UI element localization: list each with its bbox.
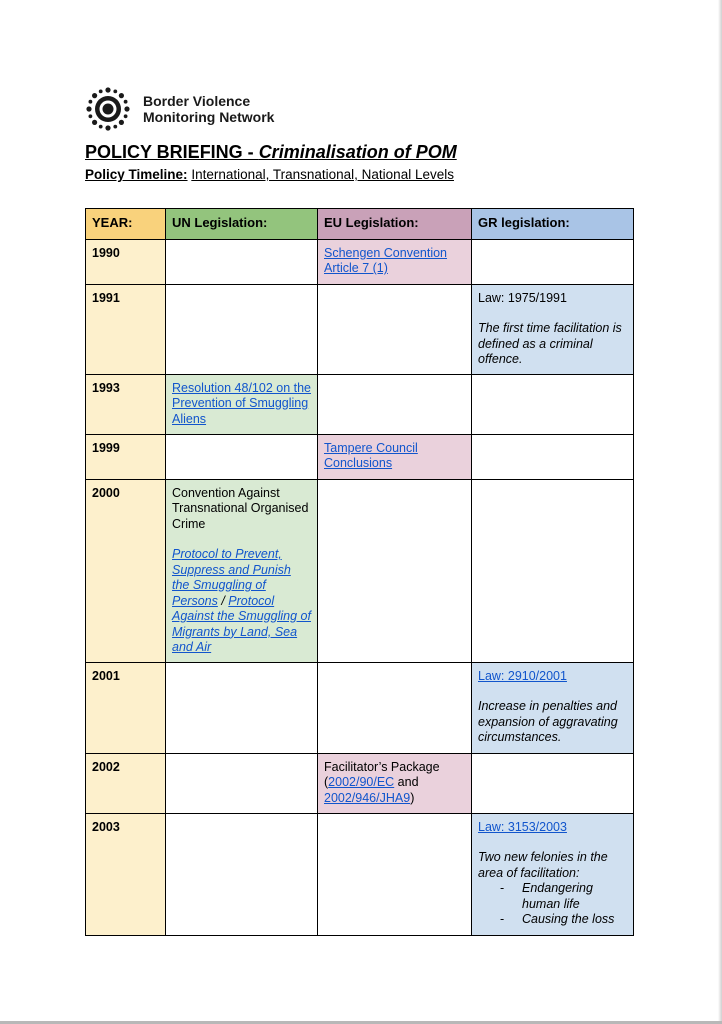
eu-cell — [318, 239, 472, 284]
schengen-convention-link[interactable]: Schengen Convention Article 7 (1) — [324, 245, 448, 275]
un-cell — [166, 284, 318, 374]
logo-wordmark — [143, 93, 274, 125]
table-row — [86, 753, 634, 813]
facilitators-package-text: Facilitator’s Package — [324, 759, 440, 774]
page-subtitle — [85, 167, 454, 182]
protocol-separator: / — [217, 593, 229, 608]
eu-cell — [318, 479, 472, 662]
un-cell — [166, 662, 318, 753]
eu-cell — [318, 662, 472, 753]
gr-law-description: Two new felonies in the area of facilitation: — [478, 850, 608, 880]
table-row — [86, 813, 634, 935]
law-3153-2003-link[interactable]: Law: 3153/2003 — [478, 819, 567, 834]
un-cell — [166, 239, 318, 284]
un-cell — [166, 753, 318, 813]
title-italic: Criminalisation of POM — [258, 142, 457, 162]
un-cell — [166, 813, 318, 935]
protocol-persons-link[interactable]: Protocol to Prevent, Suppress and Punish the Smuggling of Persons — [172, 547, 291, 608]
gr-law-text: Law: 1975/1991 — [478, 290, 567, 305]
year-cell: 1999 — [86, 434, 166, 479]
gr-cell — [472, 753, 634, 813]
directive-2002-90-ec-link[interactable]: 2002/90/EC — [328, 775, 395, 789]
table-row — [86, 374, 634, 434]
year-cell: 2001 — [86, 662, 166, 753]
network-logo-icon — [85, 86, 131, 132]
table-row — [86, 284, 634, 374]
un-cell — [166, 479, 318, 662]
eu-cell — [318, 813, 472, 935]
organization-logo — [85, 86, 274, 132]
header-eu-legislation: EU Legislation: — [318, 209, 472, 240]
gr-cell — [472, 479, 634, 662]
paren-open: ( — [324, 775, 329, 789]
resolution-48-102-link[interactable]: Resolution 48/102 on the Prevention of Smuggling Aliens — [172, 380, 311, 426]
felony-list — [478, 881, 627, 928]
law-2910-2001-link[interactable]: Law: 2910/2001 — [478, 668, 567, 683]
protocol-migrants-link[interactable]: Protocol Against the Smuggling of Migrants by Land, Sea and Air — [172, 593, 311, 654]
protocols-text — [172, 547, 311, 656]
gr-cell — [472, 662, 634, 753]
year-cell: 1991 — [86, 284, 166, 374]
convention-text: Convention Against Transnational Organised Crime — [172, 485, 309, 531]
table-row — [86, 434, 634, 479]
logo-line-2: Monitoring Network — [143, 109, 275, 125]
un-cell — [166, 434, 318, 479]
gr-cell — [472, 374, 634, 434]
tampere-council-link[interactable]: Tampere Council Conclusions — [324, 440, 418, 470]
and-text: and — [394, 775, 419, 789]
page-edge-shadow — [718, 0, 722, 1024]
subtitle-text: International, Transnational, National Levels — [191, 167, 454, 182]
policy-timeline-table — [85, 208, 634, 936]
title-main: POLICY BRIEFING - — [85, 142, 259, 162]
year-cell: 2000 — [86, 479, 166, 662]
header-un-legislation: UN Legislation: — [166, 209, 318, 240]
un-cell — [166, 374, 318, 434]
eu-cell — [318, 434, 472, 479]
gr-cell — [472, 284, 634, 374]
gr-cell — [472, 239, 634, 284]
gr-cell — [472, 434, 634, 479]
paren-close: ) — [410, 790, 415, 805]
list-item: - Endangering human life — [500, 881, 627, 912]
table-row — [86, 479, 634, 662]
gr-law-description: The first time facilitation is defined as a criminal offence. — [478, 321, 622, 366]
facilitators-package-refs — [324, 775, 465, 806]
logo-line-1: Border Violence — [143, 93, 251, 109]
year-cell: 1990 — [86, 239, 166, 284]
year-cell: 2002 — [86, 753, 166, 813]
eu-cell — [318, 284, 472, 374]
gr-law-description: Increase in penalties and expansion of aggravating circumstances. — [478, 699, 618, 744]
subtitle-label: Policy Timeline: — [85, 167, 188, 182]
table-header-row — [86, 209, 634, 240]
year-cell: 1993 — [86, 374, 166, 434]
year-cell: 2003 — [86, 813, 166, 935]
list-item: - Causing the loss — [500, 912, 627, 928]
eu-cell — [318, 753, 472, 813]
page-title — [85, 142, 457, 163]
header-year: YEAR: — [86, 209, 166, 240]
table-row — [86, 239, 634, 284]
header-gr-legislation: GR legislation: — [472, 209, 634, 240]
framework-decision-link[interactable]: 2002/946/JHA9 — [324, 790, 411, 805]
table-row — [86, 662, 634, 753]
gr-cell — [472, 813, 634, 935]
eu-cell — [318, 374, 472, 434]
